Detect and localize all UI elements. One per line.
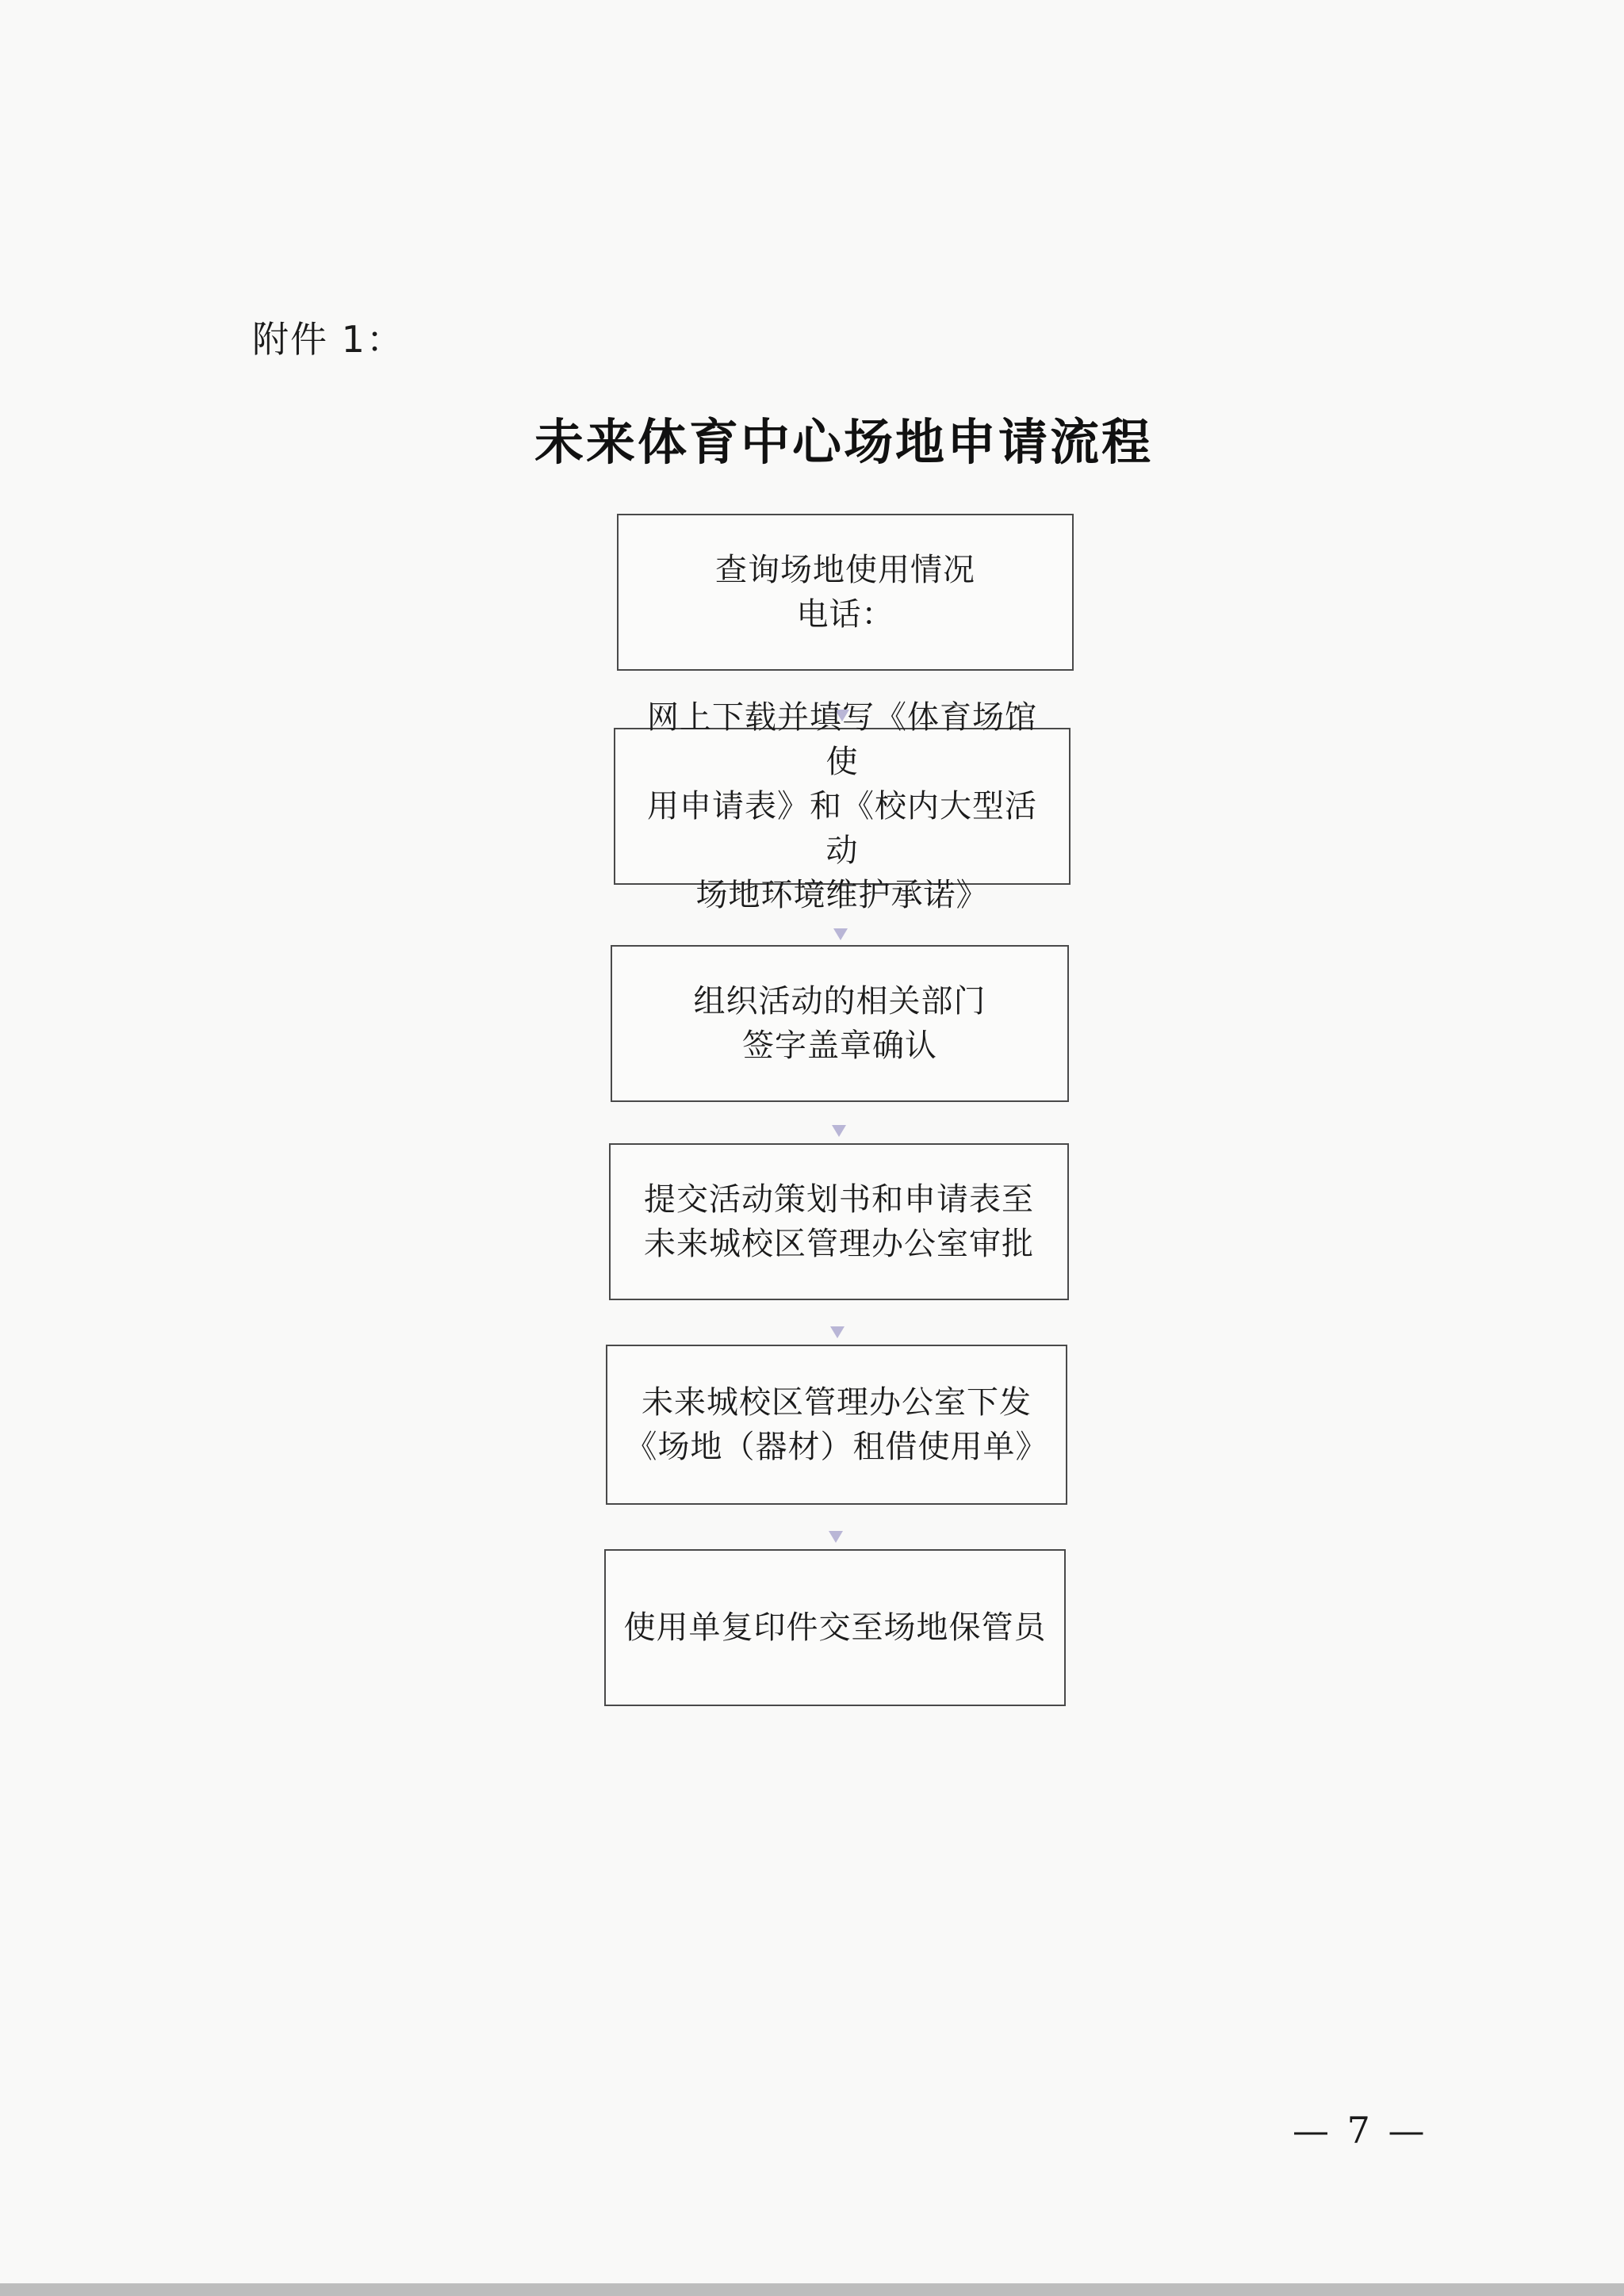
attachment-label: 附件 1：	[252, 318, 404, 361]
arrow-down-icon	[826, 1527, 845, 1546]
flow-step-download-forms	[614, 699, 1071, 913]
flow-step-text: 查询场地使用情况 电话：	[715, 552, 975, 633]
flow-step-issue-rental-form	[606, 1345, 1067, 1505]
document-title: 未来体育中心场地申请流程	[534, 413, 1153, 471]
flow-step-text: 提交活动策划书和申请表至 未来城校区管理办公室审批	[644, 1181, 1034, 1262]
arrow-down-icon	[829, 1121, 848, 1140]
flow-step-text: 未来城校区管理办公室下发 《场地（器材）租借使用单》	[625, 1384, 1048, 1465]
arrow-down-icon	[828, 1322, 847, 1341]
flow-step-department-sign	[611, 945, 1069, 1102]
flow-step-text: 使用单复印件交至场地保管员	[623, 1609, 1047, 1646]
page-bottom-edge	[0, 2283, 1624, 2296]
flow-step-submit-plan	[609, 1143, 1069, 1300]
arrow-down-icon	[831, 924, 850, 943]
flow-step-hand-to-keeper	[604, 1549, 1066, 1706]
flow-step-query	[617, 514, 1074, 671]
page-number: — 7 —	[1293, 2109, 1428, 2152]
flow-step-text: 组织活动的相关部门 签字盖章确认	[693, 983, 986, 1064]
flow-step-text: 网上下载并填写《体育场馆使 用申请表》和《校内大型活动 场地环境维护承诺》	[647, 699, 1037, 913]
